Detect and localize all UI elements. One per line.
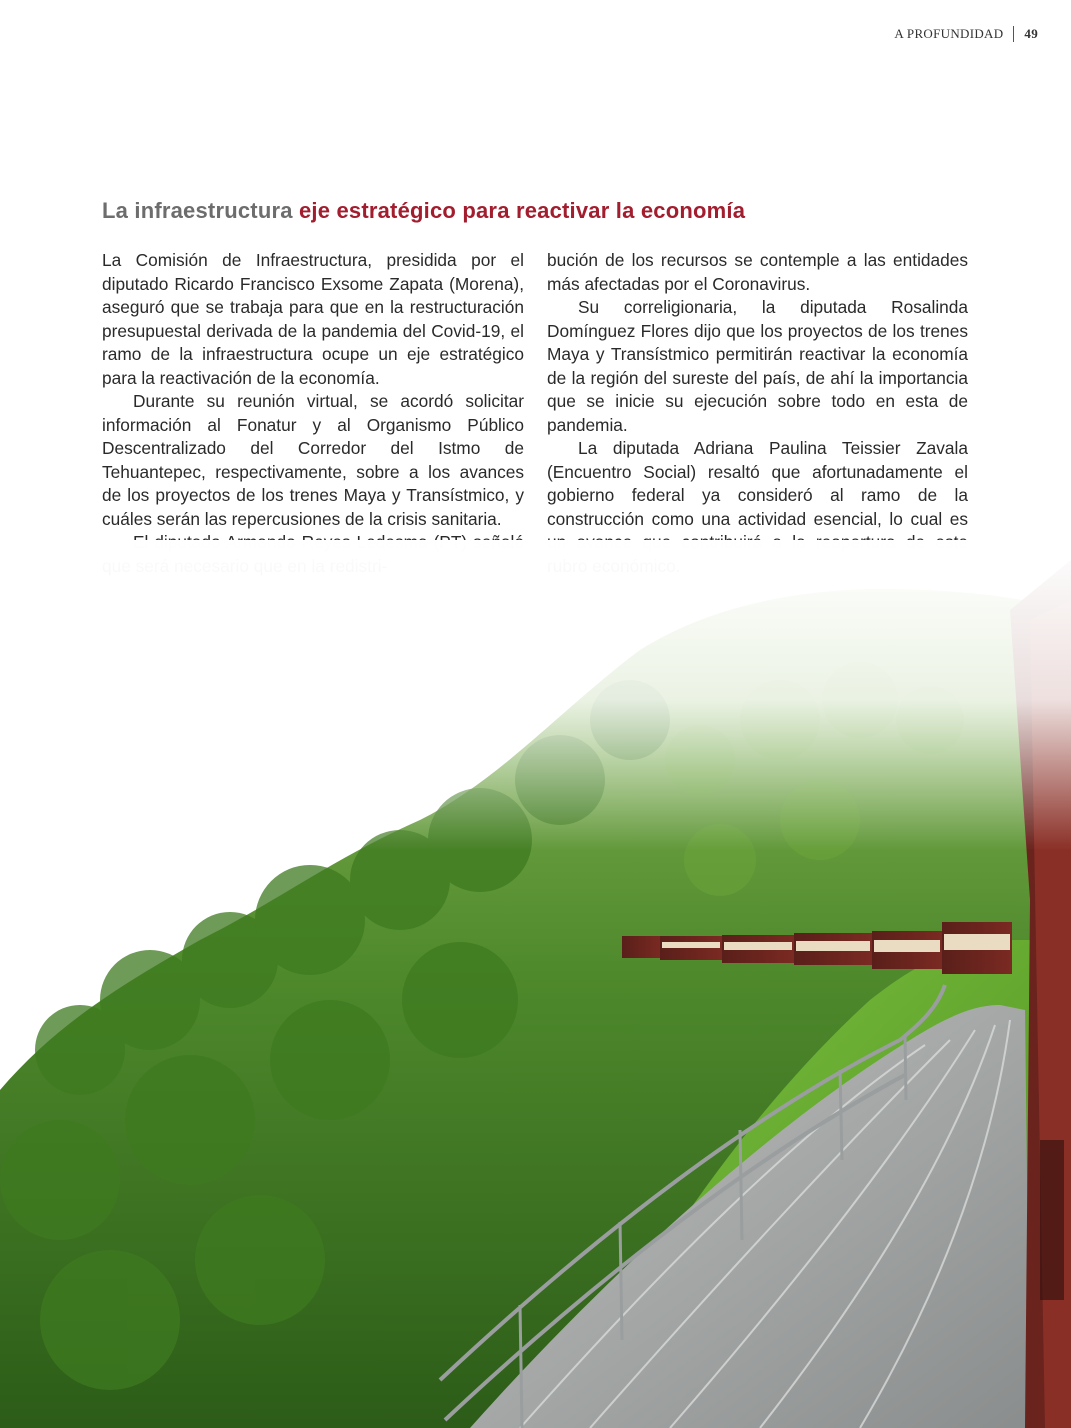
article-title <box>102 198 745 224</box>
title-lead: La infraestructura <box>102 198 299 223</box>
train-landscape-photo <box>0 540 1071 1428</box>
page-header <box>894 26 1038 42</box>
section-name: A PROFUNDIDAD <box>894 26 1004 41</box>
paragraph: La diputada Adriana Paulina Teissier Zavala (Encuentro Social) resaltó que afortunadamente el gobierno federal ya consideró al ramo de la construcción como una actividad esencial, lo cual es <box>547 438 968 529</box>
paragraph: Su correligionaria, la diputada Rosalinda Domínguez Flores dijo que los proyectos de los trenes Maya y Transístmico permitirán reactivar la economía de la región del sureste del país, de ahí la importancia que se inicie su ejecución sobre todo en esta de pandemia. <box>547 297 968 435</box>
paragraph: La Comisión de Infraestructura, presidida por el diputado Ricardo Francisco Exsome Zapata (Morena), aseguró que se trabaja para que en la restructuración presupuestal derivada de la pandemia del Covid-19, el ramo de la infraestructura ocupe un eje estratégico para la reactivación de la economía. <box>102 250 524 388</box>
article-column-left <box>102 249 524 578</box>
article-column-right <box>547 249 968 578</box>
header-divider <box>1013 26 1014 42</box>
paragraph: Durante su reunión virtual, se acordó solicitar información al Fonatur y al Organismo Público Descentralizado del Corredor del Istmo de Tehuantepec, respectivamente, sobre a los avances de los proyectos de los trenes Maya y Transístmico, y cuáles serán las repercusiones de la crisis sanitaria. <box>102 391 524 529</box>
paragraph: bución de los recursos se contemple a las entidades más afectadas por el Coronavirus. <box>547 250 968 294</box>
page-number: 49 <box>1024 26 1038 41</box>
title-highlight: eje estratégico para reactivar la economía <box>298 198 746 223</box>
